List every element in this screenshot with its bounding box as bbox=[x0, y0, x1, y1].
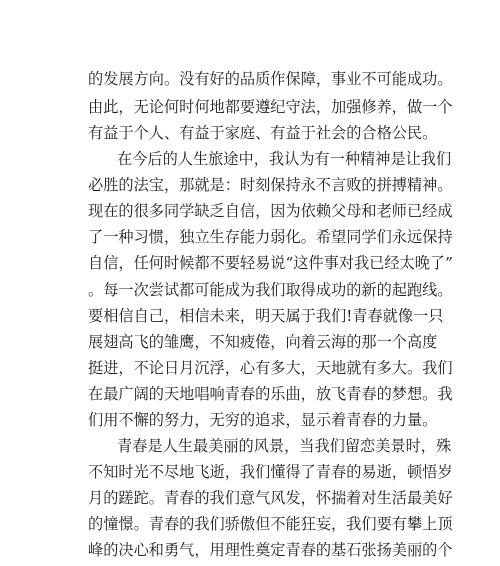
text-line: 展翅高飞的雏鹰，不知疲倦，向着云海的那一个高度 bbox=[88, 333, 438, 351]
paragraph-first-line: 在今后的人生旅途中，我认为有一种精神是让我们 bbox=[117, 150, 452, 168]
text-line: 们用不懈的努力，无穷的追求，显示着青春的力量。 bbox=[88, 411, 438, 429]
text-line: 峰的决心和勇气，用理性奠定青春的基石张扬美丽的个 bbox=[88, 541, 453, 559]
text-line: 由此，无论何时何地都要遵纪守法，加强修养，做一个 bbox=[88, 98, 453, 116]
text-line: 的发展方向。没有好的品质作保障，事业不可能成功。 bbox=[88, 70, 453, 88]
text-line: 有益于个人、有益于家庭、有益于社会的合格公民。 bbox=[88, 124, 438, 142]
text-line: 要相信自己，相信未来，明天属于我们!青春就像一只 bbox=[88, 307, 444, 325]
text-line: 必胜的法宝，那就是：时刻保持永不言败的拼搏精神。 bbox=[88, 176, 453, 194]
text-line: 的憧憬。青春的我们骄傲但不能狂妄，我们要有攀上顶 bbox=[88, 515, 453, 533]
text-line: 挺进，不论日月沉浮，心有多大，天地就有多大。我们 bbox=[88, 359, 453, 377]
text-line: 自信，任何时候都不要轻易说“这件事对我已经太晚了” bbox=[88, 254, 453, 272]
text-line: 在最广阔的天地唱响青春的乐曲，放飞青春的梦想。我 bbox=[88, 385, 453, 403]
text-line: 不知时光不尽地飞逝，我们懂得了青春的易逝，顿悟岁 bbox=[88, 463, 453, 481]
text-line: 月的蹉跎。青春的我们意气风发，怀揣着对生活最美好 bbox=[88, 489, 453, 507]
text-line: 。每一次尝试都可能成为我们取得成功的新的起跑线。 bbox=[88, 281, 453, 299]
text-line: 现在的很多同学缺乏自信，因为依赖父母和老师已经成 bbox=[88, 202, 453, 220]
paragraph-first-line: 青春是人生最美丽的风景，当我们留恋美景时，殊 bbox=[117, 437, 452, 455]
text-line: 了一种习惯，独立生存能力弱化。希望同学们永远保持 bbox=[88, 228, 453, 246]
